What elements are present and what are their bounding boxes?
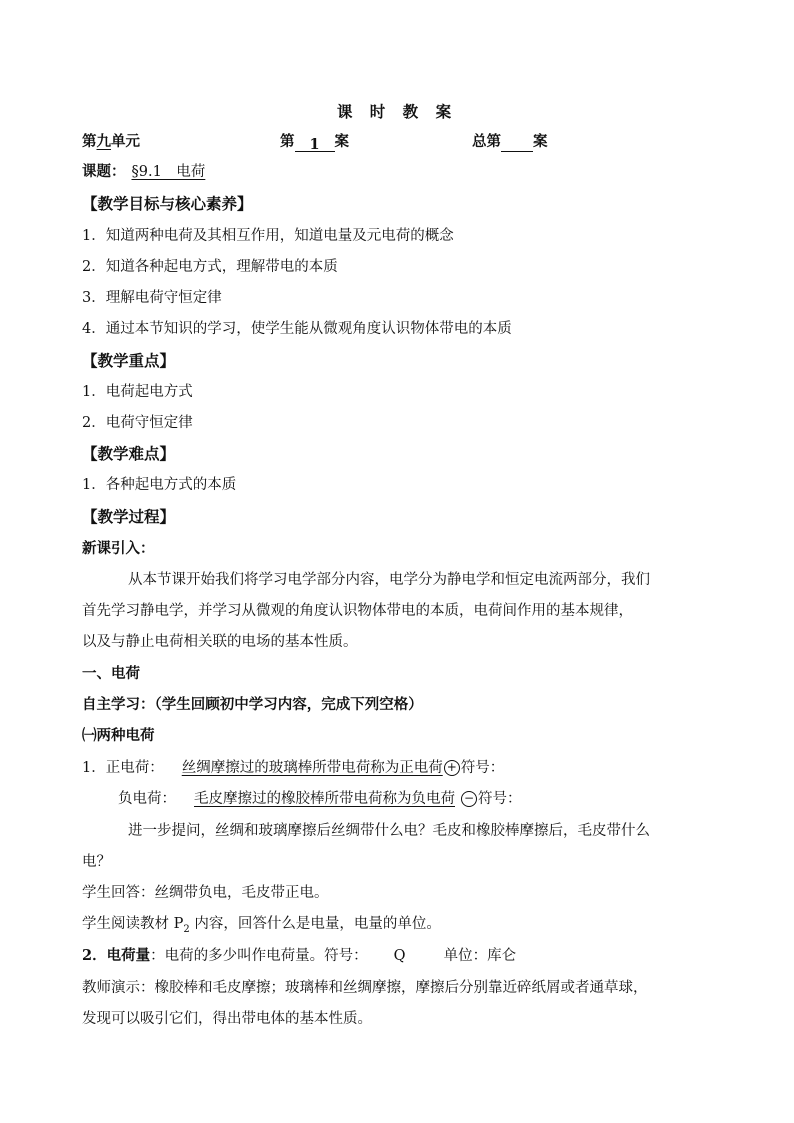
unit-number: 九: [96, 133, 111, 150]
negative-prefix: 负电荷：: [118, 791, 176, 807]
negative-definition: 毛皮摩擦过的橡胶棒所带电荷称为负电荷: [194, 791, 455, 807]
topic-value: §9.1 电荷: [131, 164, 206, 180]
charge-amount-label: 2．电荷量: [82, 947, 151, 964]
lesson-prefix: 第: [280, 133, 295, 150]
unit-value: 库仑: [487, 948, 517, 964]
negative-charge-row: [118, 789, 522, 809]
lesson-number: 1: [309, 136, 320, 153]
intro-paragraph-line: 从本节课开始我们将学习电学部分内容，电学分为静电学和恒定电流两部分，我们: [128, 572, 650, 588]
key-point-item: 2．电荷守恒定律: [82, 415, 193, 431]
process-heading: 【教学过程】: [82, 507, 176, 526]
goal-item: 3．理解电荷守恒定律: [82, 290, 222, 306]
topic-row: [82, 162, 211, 182]
goal-item: 2．知道各种起电方式，理解带电的本质: [82, 259, 338, 275]
plus-circle-icon: +: [444, 760, 460, 776]
charge-amount-row: [82, 946, 516, 966]
positive-charge-row: [82, 758, 504, 778]
key-points-heading: 【教学重点】: [82, 351, 176, 370]
intro-paragraph-line: 首先学习静电学，并学习从微观的角度认识物体带电的本质，电荷间作用的基本规律，: [82, 603, 633, 619]
positive-symbol-label: 符号：: [460, 760, 505, 776]
minus-circle-icon: −: [461, 791, 477, 807]
topic-label: 课题：: [82, 163, 126, 180]
total-number-blank: [501, 135, 533, 152]
demo-line: 教师演示：橡胶棒和毛皮摩擦；玻璃棒和丝绸摩擦，摩擦后分别靠近碎纸屑或者通草球，: [82, 980, 648, 996]
page-subscript: 2: [183, 923, 190, 935]
reading-task-text: 内容，回答什么是电量，电量的单位。: [189, 916, 441, 932]
positive-prefix: 1．正电荷：: [82, 760, 164, 776]
unit-label: 单位：: [443, 948, 488, 964]
goal-item: 4．通过本节知识的学习，使学生能从微观角度认识物体带电的本质: [82, 321, 512, 337]
negative-symbol-label: 符号：: [478, 791, 522, 807]
document-title: 课 时 教 案: [336, 102, 458, 121]
goal-item: 1．知道两种电荷及其相互作用，知道电量及元电荷的概念: [82, 228, 454, 244]
total-prefix: 总第: [472, 133, 501, 150]
difficulty-item: 1．各种起电方式的本质: [82, 477, 237, 493]
question-line: 电？: [82, 854, 111, 870]
lesson-number-row: [280, 132, 349, 152]
charge-symbol: Q: [393, 948, 406, 964]
demo-line: 发现可以吸引它们，得出带电体的基本性质。: [82, 1011, 372, 1027]
goals-heading: 【教学目标与核心素养】: [82, 194, 253, 213]
total-suffix: 案: [533, 133, 548, 150]
reading-task-text: 学生阅读教材 P: [82, 916, 184, 932]
unit-prefix: 第: [82, 133, 97, 150]
difficulties-heading: 【教学难点】: [82, 444, 176, 463]
total-number-row: [472, 132, 548, 152]
unit-suffix: 单元: [111, 133, 140, 150]
intro-label: 新课引入：: [82, 540, 155, 557]
reading-task: [82, 914, 441, 940]
positive-definition: 丝绸摩擦过的玻璃棒所带电荷称为正电荷: [181, 760, 443, 776]
section-heading-charge: 一、电荷: [82, 665, 140, 682]
question-line: 进一步提问，丝绸和玻璃摩擦后丝绸带什么电？毛皮和橡胶棒摩擦后，毛皮带什么: [128, 823, 650, 839]
charge-amount-definition: ：电荷的多少叫作电荷量。符号：: [150, 948, 368, 964]
student-answer: 学生回答：丝绸带负电，毛皮带正电。: [82, 885, 329, 901]
lesson-suffix: 案: [334, 133, 349, 150]
header-row: [82, 132, 140, 152]
subsection-two-charges: ㈠两种电荷: [82, 727, 155, 744]
self-study-instruction: 自主学习：（学生回顾初中学习内容，完成下列空格）: [82, 696, 423, 713]
key-point-item: 1．电荷起电方式: [82, 384, 193, 400]
intro-paragraph-line: 以及与静止电荷相关联的电场的基本性质。: [82, 634, 358, 650]
